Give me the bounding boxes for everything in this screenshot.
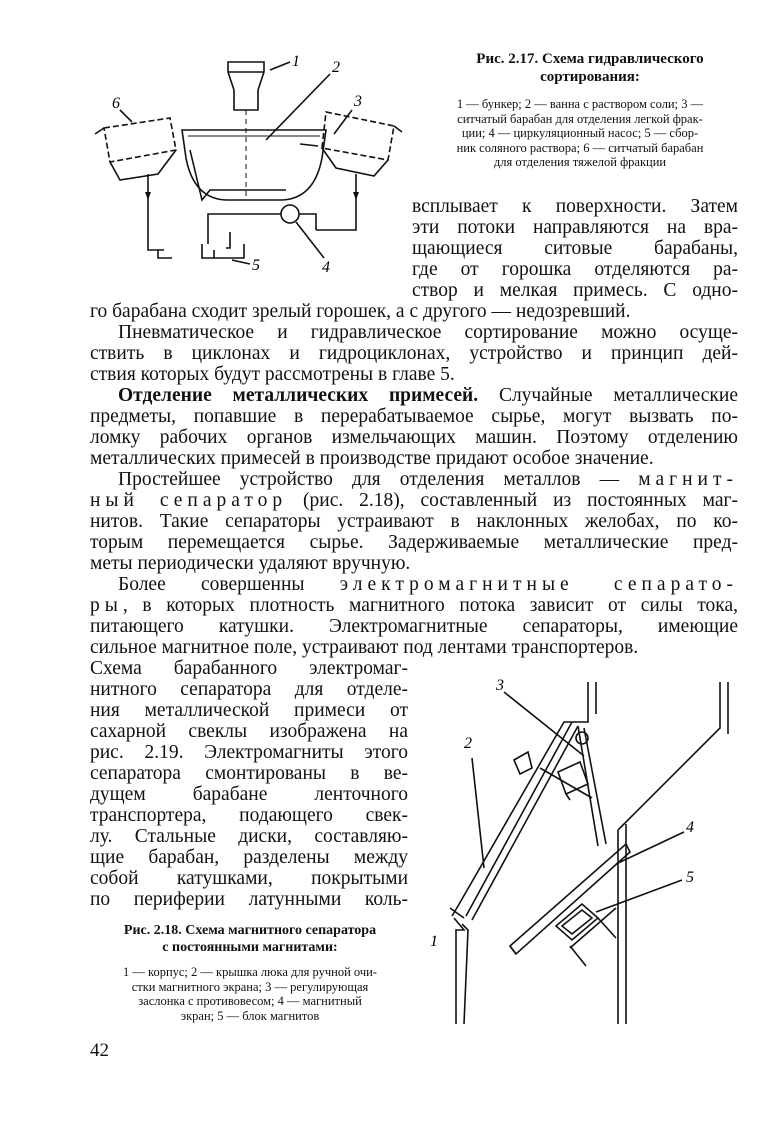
fig217-label-4: 4	[322, 259, 330, 276]
text-line: транспортера, подающего свек-	[90, 805, 408, 826]
fig218-title-line: с постоянными магнитами:	[162, 940, 338, 955]
fig218-legend	[90, 965, 410, 1023]
spaced-term: электромагнитные сепарато-	[339, 574, 738, 595]
figure-2-17-diagram	[90, 50, 410, 290]
fig218-legend-line: 1 — корпус; 2 — крышка люка для ручной очи-	[123, 965, 377, 979]
fig218-title	[92, 922, 408, 956]
text-line	[118, 469, 738, 490]
fig218-legend-line: экран; 5 — блок магнитов	[180, 1008, 320, 1023]
text-line: где от горошка отделяются ра-	[412, 259, 738, 280]
text-line: металлических примесей в производстве придают особое значение.	[90, 448, 654, 469]
fig218-label-2: 2	[464, 735, 472, 752]
text-line: щие барабан, разделены между	[90, 847, 408, 868]
text-line: Схема барабанного электромаг-	[90, 658, 408, 679]
text-line: нитного сепаратора для отделе-	[90, 679, 408, 700]
fig217-legend	[420, 97, 740, 170]
fig217-title-line: Рис. 2.17. Схема гидравлического	[476, 51, 704, 67]
fig218-legend-line: стки магнитного экрана; 3 — регулирующая	[131, 979, 369, 994]
text-line: го барабана сходит зрелый горошек, а с другого — недозревший.	[90, 301, 631, 322]
text-line	[118, 574, 738, 595]
text-body	[90, 301, 738, 658]
fig218-title-line: Рис. 2.18. Схема магнитного сепаратора	[123, 923, 377, 938]
text-left-column	[90, 658, 408, 918]
text-span: Случайные металлические	[478, 385, 738, 406]
text-line: ния металлической примеси от	[90, 700, 408, 721]
fig217-label-5: 5	[252, 257, 260, 274]
fig217-legend-line: 1 — бункер; 2 — ванна с раствором соли; 3 —	[456, 97, 704, 111]
text-span: (рис. 2.18), составленный из постоянных маг-	[287, 490, 738, 511]
page-number: 42	[90, 1040, 109, 1061]
text-span: Простейшее устройство для отделения металлов —	[118, 469, 639, 490]
text-line: предметы, попавшие в перерабатываемое сырье, могут вызвать по-	[90, 406, 738, 427]
fig217-legend-line: ник соляного раствора; 6 — ситчатый барабан	[456, 140, 704, 155]
text-line: сильное магнитное поле, устраивают под лентами транспортеров.	[90, 637, 639, 658]
text-line: всплывает к поверхности. Затем	[412, 196, 738, 217]
figure-2-18-diagram	[420, 668, 740, 1030]
spaced-term: ры	[90, 595, 123, 616]
spaced-term: магнит-	[638, 469, 738, 490]
text-span: , в которых плотность магнитного потока зависит от силы тока,	[122, 595, 738, 616]
fig217-title	[440, 50, 740, 86]
fig217-label-6: 6	[112, 95, 120, 112]
text-line: сепаратора смонтированы в ве-	[90, 763, 408, 784]
text-line: ствия которых будут рассмотрены в главе 5.	[90, 364, 455, 385]
text-line: рис. 2.19. Электромагниты этого	[90, 742, 408, 763]
fig217-legend-line: ции; 4 — циркуляционный насос; 5 — сбор-	[461, 126, 699, 140]
text-line: эти потоки направляются на вра-	[412, 217, 738, 238]
text-line: сахарной свеклы изображена на	[90, 721, 408, 742]
text-line	[118, 385, 738, 406]
fig218-label-4: 4	[686, 819, 694, 836]
fig217-label-1: 1	[292, 53, 300, 70]
text-line: ствить в циклонах и гидроциклонах, устройство и принцип дей-	[90, 343, 738, 364]
fig217-legend-line: ситчатый барабан для отделения легкой фрак-	[457, 111, 703, 126]
text-line: меты периодически удаляют вручную.	[90, 553, 411, 574]
fig218-label-5: 5	[686, 869, 694, 886]
fig217-label-2: 2	[332, 59, 340, 76]
spaced-term: ный сепаратор	[90, 490, 288, 511]
text-line: по периферии латунными коль-	[90, 889, 408, 910]
fig218-label-1: 1	[430, 933, 438, 950]
text-line: лу. Стальные диски, составляю-	[90, 826, 408, 847]
text-line: нитов. Такие сепараторы устраивают в наклонных желобах, по ко-	[90, 511, 738, 532]
text-line: собой катушками, покрытыми	[90, 868, 408, 889]
fig217-legend-line: для отделения тяжелой фракции	[493, 155, 667, 169]
text-line: ломку рабочих органов измельчающих машин. Поэтому отделению	[90, 427, 738, 448]
text-line: торым перемещается сырье. Задерживаемые металлические пред-	[90, 532, 738, 553]
fig217-label-3: 3	[354, 93, 362, 110]
fig217-title-line: сортирования:	[540, 69, 640, 85]
text-line	[90, 490, 738, 511]
section-heading: Отделение металлических примесей.	[118, 385, 479, 406]
text-line: дущем барабане ленточного	[90, 784, 408, 805]
text-span: Более совершенны	[118, 574, 340, 595]
fig218-label-3: 3	[496, 677, 504, 694]
text-line: щающиеся ситовые барабаны,	[412, 238, 738, 259]
text-line	[90, 595, 738, 616]
fig218-legend-line: заслонка с противовесом; 4 — магнитный	[138, 994, 362, 1008]
text-line: створ и мелкая примесь. С одно-	[412, 280, 738, 301]
text-line: питающего катушки. Электромагнитные сепараторы, имеющие	[90, 616, 738, 637]
text-top	[412, 196, 738, 306]
text-line: Пневматическое и гидравлическое сортирование можно осуще-	[118, 322, 738, 343]
